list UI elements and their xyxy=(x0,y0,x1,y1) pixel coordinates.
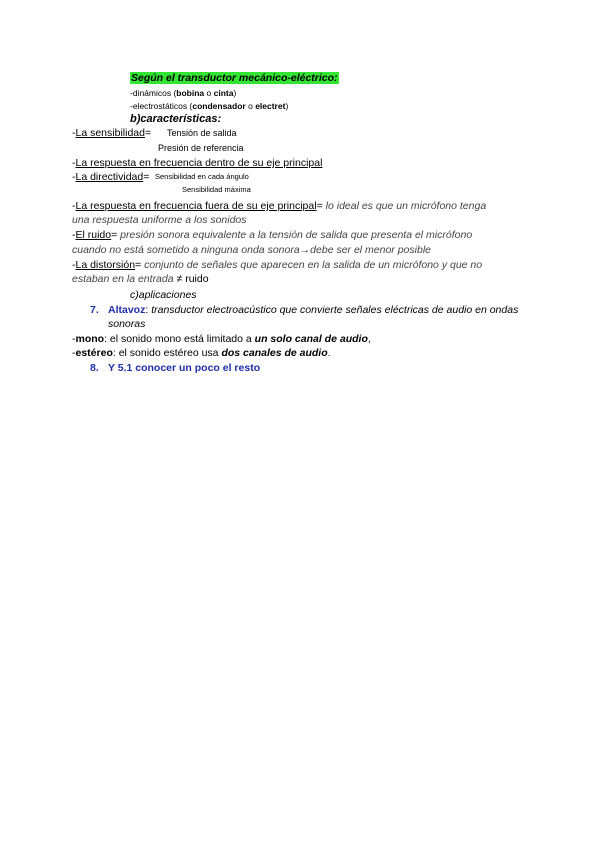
line-ruido-cont: cuando no está sometido a ninguna onda sonora→debe ser el menor posible xyxy=(72,244,431,256)
heading-caracteristicas: b)características: xyxy=(130,113,222,125)
item-8: 8. Y 5.1 conocer un poco el resto xyxy=(90,362,261,374)
line-electrostaticos: -electrostáticos (condensador o electret) xyxy=(130,101,289,111)
line-respuesta-fuera: -La respuesta en frecuencia fuera de su eje principal= lo ideal es que un micrófono tenga xyxy=(72,200,487,212)
sens-numerator: Tensión de salida xyxy=(167,128,237,138)
dir-numerator: Sensibilidad en cada ángulo xyxy=(155,172,249,181)
line-distorsion: -La distorsión= conjunto de señales que aparecen en la salida de un micrófono y que no xyxy=(72,259,483,271)
not-equal-symbol: ≠ xyxy=(176,273,183,285)
item-7-altavoz: 7. Altavoz: transductor electroacústico que convierte señales eléctricas de audio en ondas xyxy=(90,304,519,316)
line-dinamicos: -dinámicos (bobina o cinta) xyxy=(130,88,237,98)
sens-denominator: Presión de referencia xyxy=(158,143,244,153)
dir-denominator: Sensibilidad máxima xyxy=(182,185,251,194)
line-respuesta-dentro: -La respuesta en frecuencia dentro de su eje principal xyxy=(72,157,323,169)
line-respuesta-fuera-cont: una respuesta uniforme a los sonidos xyxy=(72,214,247,226)
line-directividad: -La directividad= xyxy=(72,171,150,183)
line-sensibilidad: -La sensibilidad= xyxy=(72,127,152,139)
item-7-cont: sonoras xyxy=(108,318,146,330)
heading-aplicaciones: c)aplicaciones xyxy=(130,289,197,301)
line-mono: -mono: el sonido mono está limitado a un solo canal de audio, xyxy=(72,333,371,345)
line-estereo: -estéreo: el sonido estéreo usa dos canales de audio. xyxy=(72,347,331,359)
heading-transductor: Según el transductor mecánico-eléctrico: xyxy=(131,72,338,84)
line-ruido: -El ruido= presión sonora equivalente a la tensión de salida que presenta el micrófono xyxy=(72,229,473,241)
line-distorsion-cont: estaban en la entrada ≠ ruido xyxy=(72,273,209,285)
